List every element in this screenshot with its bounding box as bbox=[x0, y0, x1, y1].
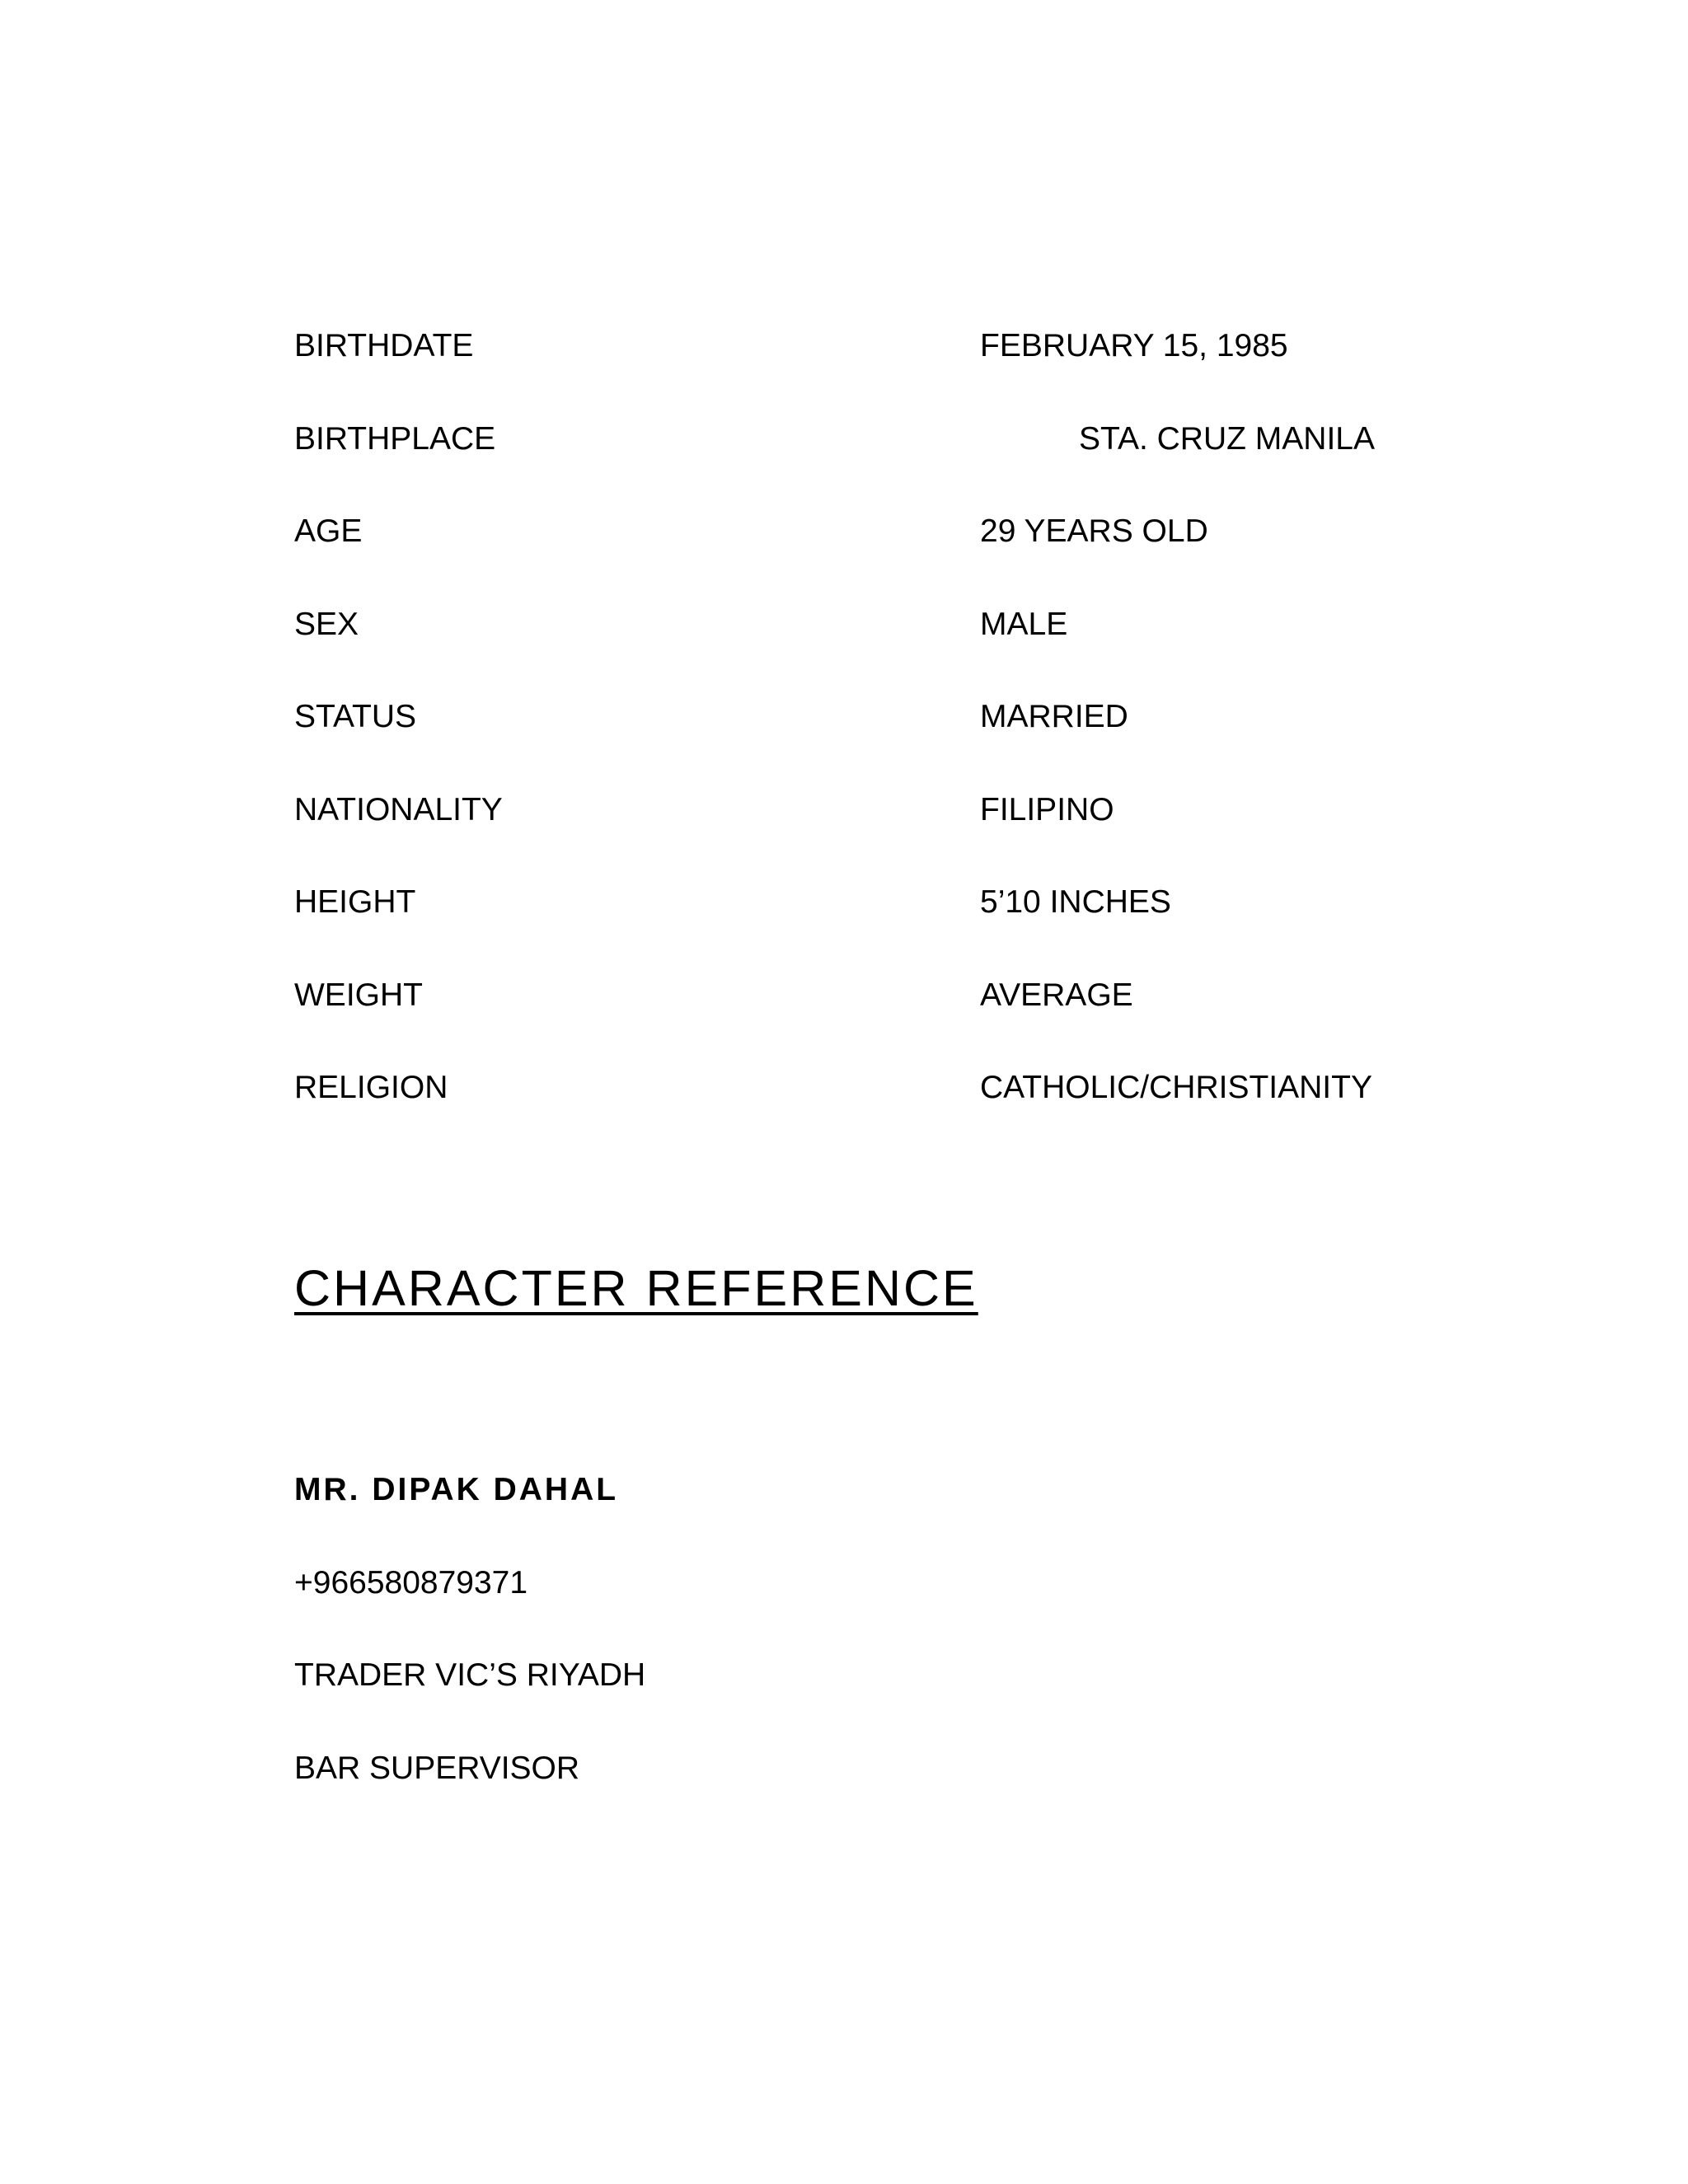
info-label: HEIGHT bbox=[294, 884, 416, 920]
info-row-age bbox=[294, 509, 1448, 602]
info-value: 29 YEARS OLD bbox=[980, 513, 1208, 549]
info-value: MARRIED bbox=[980, 699, 1128, 734]
character-reference-heading: CHARACTER REFERENCE bbox=[294, 1260, 978, 1316]
info-row-status bbox=[294, 694, 1448, 787]
info-row-sex bbox=[294, 602, 1448, 695]
info-value: FEBRUARY 15, 1985 bbox=[980, 328, 1288, 363]
reference-name: MR. DIPAK DAHAL bbox=[294, 1472, 619, 1507]
character-reference-block bbox=[294, 1467, 645, 1838]
info-label: WEIGHT bbox=[294, 977, 423, 1013]
info-label: SEX bbox=[294, 606, 359, 642]
info-label: BIRTHPLACE bbox=[294, 420, 496, 457]
info-row-nationality bbox=[294, 787, 1448, 880]
info-row-birthplace bbox=[294, 416, 1448, 509]
info-value: AVERAGE bbox=[980, 977, 1133, 1013]
info-value: FILIPINO bbox=[980, 791, 1114, 827]
info-value: STA. CRUZ MANILA bbox=[1079, 420, 1375, 457]
info-value: 5’10 INCHES bbox=[980, 884, 1171, 920]
reference-company: TRADER VIC’S RIYADH bbox=[294, 1657, 646, 1693]
info-label: NATIONALITY bbox=[294, 791, 503, 827]
reference-position: BAR SUPERVISOR bbox=[294, 1750, 580, 1786]
info-label: AGE bbox=[294, 513, 363, 549]
info-value: MALE bbox=[980, 606, 1068, 642]
info-label: RELIGION bbox=[294, 1070, 448, 1105]
reference-phone: +966580879371 bbox=[294, 1564, 528, 1601]
personal-info-table bbox=[294, 323, 1448, 1158]
info-row-birthdate bbox=[294, 323, 1448, 416]
info-label: BIRTHDATE bbox=[294, 328, 474, 363]
info-row-religion bbox=[294, 1065, 1448, 1158]
info-label: STATUS bbox=[294, 699, 417, 734]
info-row-weight bbox=[294, 972, 1448, 1066]
info-row-height bbox=[294, 879, 1448, 972]
info-value: CATHOLIC/CHRISTIANITY bbox=[980, 1070, 1372, 1105]
